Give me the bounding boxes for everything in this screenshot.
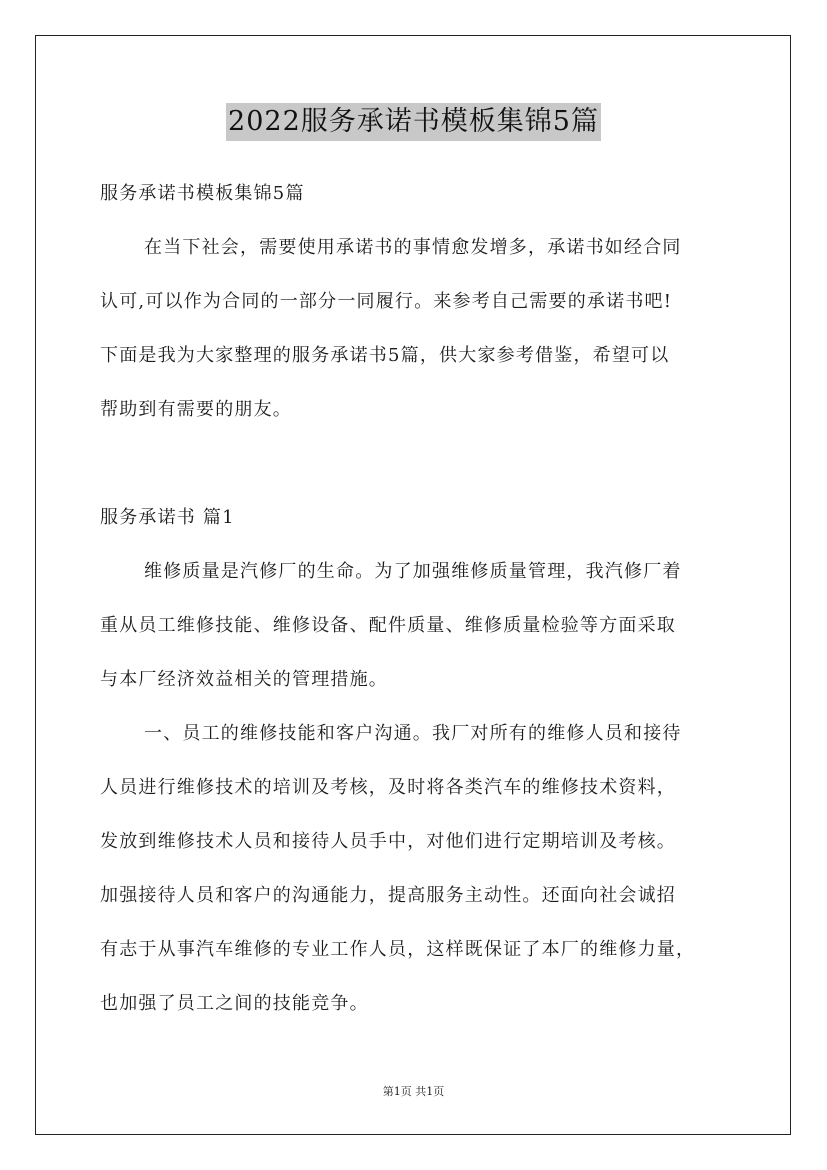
section-heading: 服务承诺书 篇1 [100, 507, 235, 528]
paragraph-line: 人员进行维修技术的培训及考核，及时将各类汽车的维修技术资料， [100, 777, 676, 798]
page-footer: 第1页 共1页 [382, 1085, 445, 1098]
document-subtitle: 服务承诺书模板集锦5篇 [100, 183, 305, 204]
paragraph-line: 与本厂经济效益相关的管理措施。 [100, 669, 388, 690]
document-title: 2022服务承诺书模板集锦5篇 [226, 103, 601, 141]
paragraph-line: 维修质量是汽修厂的生命。为了加强维修质量管理，我汽修厂着 [144, 561, 682, 582]
intro-line: 帮助到有需要的朋友。 [100, 399, 292, 420]
intro-line: 认可,可以作为合同的一部分一同履行。来参考自己需要的承诺书吧! [100, 291, 673, 312]
paragraph-line: 也加强了员工之间的技能竞争。 [100, 993, 369, 1014]
paragraph-line: 一、员工的维修技能和客户沟通。我厂对所有的维修人员和接待 [144, 723, 682, 744]
intro-line: 在当下社会，需要使用承诺书的事情愈发增多，承诺书如经合同 [144, 237, 682, 258]
paragraph-line: 加强接待人员和客户的沟通能力，提高服务主动性。还面向社会诚招 [100, 885, 676, 906]
paragraph-line: 发放到维修技术人员和接待人员手中，对他们进行定期培训及考核。 [100, 831, 676, 852]
intro-line: 下面是我为大家整理的服务承诺书5篇，供大家参考借鉴，希望可以 [100, 345, 670, 366]
paragraph-line: 有志于从事汽车维修的专业工作人员，这样既保证了本厂的维修力量， [100, 939, 696, 960]
paragraph-line: 重从员工维修技能、维修设备、配件质量、维修质量检验等方面采取 [100, 615, 676, 636]
title-container [0, 103, 827, 141]
